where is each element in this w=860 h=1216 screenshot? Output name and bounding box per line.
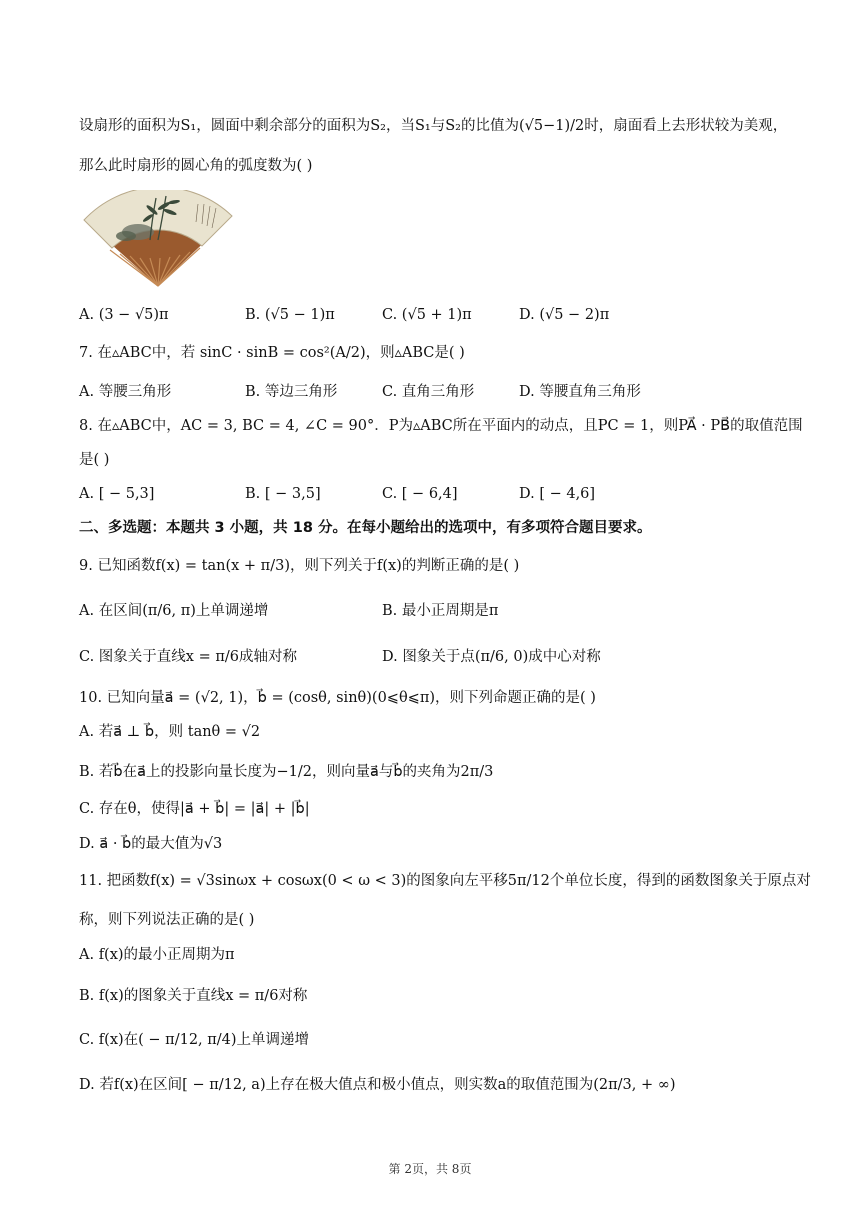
q8-option-a: A. [ − 5,3] [79, 486, 155, 502]
q11-option-d: D. 若f(x)在区间[ − π/12, a)上存在极大值点和极小值点，则实数a的取值范围为(2π/3, + ∞) [79, 1077, 676, 1093]
q6-text-line2: 那么此时扇形的圆心角的弧度数为( ) [79, 158, 313, 174]
q10-option-d: D. a⃗ · b⃗的最大值为√3 [79, 836, 223, 852]
q11-text-line2: 称，则下列说法正确的是( ) [79, 912, 255, 928]
q8-text-line1: 8. 在▵ABC中，AC = 3, BC = 4, ∠C = 90°．P为▵ABC所在平面内的动点，且PC = 1，则PA⃗ · PB⃗的取值范围 [79, 418, 803, 434]
q11-text-line1: 11. 把函数f(x) = √3sinωx + cosωx(0 < ω < 3)的图象向左平移5π/12个单位长度，得到的函数图象关于原点对 [79, 873, 811, 889]
q6-option-a: A. (3 − √5)π [79, 307, 169, 323]
q9-stem: 9. 已知函数f(x) = tan(x + π/3)，则下列关于f(x)的判断正确的是( ) [79, 558, 520, 574]
q9-option-c: C. 图象关于直线x = π/6成轴对称 [79, 649, 297, 665]
q6-text-line1: 设扇形的面积为S₁，圆面中剩余部分的面积为S₂，当S₁与S₂的比值为(√5−1)/2时，扇面看上去形状较为美观， [79, 118, 788, 134]
q8-text-line2: 是( ) [79, 452, 110, 468]
q9-option-a: A. 在区间(π/6, π)上单调递增 [79, 603, 269, 619]
page-footer: 第 2页，共 8页 [388, 1162, 472, 1176]
q11-option-c: C. f(x)在( − π/12, π/4)上单调递增 [79, 1032, 310, 1048]
q10-stem: 10. 已知向量a⃗ = (√2, 1)，b⃗ = (cosθ, sinθ)(0⩽θ⩽π)，则下列命题正确的是( ) [79, 690, 596, 706]
q11-option-b: B. f(x)的图象关于直线x = π/6对称 [79, 988, 308, 1004]
q10-option-a: A. 若a⃗ ⊥ b⃗，则 tanθ = √2 [79, 724, 261, 740]
q6-option-c: C. (√5 + 1)π [382, 307, 472, 323]
q9-option-b: B. 最小正周期是π [382, 603, 499, 619]
q10-option-b: B. 若b⃗在a⃗上的投影向量长度为−1/2，则向量a⃗与b⃗的夹角为2π/3 [79, 764, 494, 780]
q8-option-b: B. [ − 3,5] [245, 486, 321, 502]
q7-option-d: D. 等腰直角三角形 [519, 384, 641, 400]
q7-stem: 7. 在▵ABC中，若 sinC · sinB = cos²(A/2)，则▵ABC是( ) [79, 345, 465, 361]
q10-option-c: C. 存在θ，使得|a⃗ + b⃗| = |a⃗| + |b⃗| [79, 801, 310, 817]
q6-option-b: B. (√5 − 1)π [245, 307, 335, 323]
fan-painting-image [80, 190, 236, 288]
q7-option-b: B. 等边三角形 [245, 384, 338, 400]
q11-option-a: A. f(x)的最小正周期为π [79, 947, 235, 963]
q6-option-d: D. (√5 − 2)π [519, 307, 610, 323]
q8-option-c: C. [ − 6,4] [382, 486, 458, 502]
q8-option-d: D. [ − 4,6] [519, 486, 596, 502]
section-heading-multiple-choice: 二、多选题：本题共 3 小题，共 18 分。在每小题给出的选项中，有多项符合题目要求。 [79, 520, 652, 536]
q7-option-a: A. 等腰三角形 [79, 384, 172, 400]
q9-option-d: D. 图象关于点(π/6, 0)成中心对称 [382, 649, 601, 665]
q7-option-c: C. 直角三角形 [382, 384, 475, 400]
